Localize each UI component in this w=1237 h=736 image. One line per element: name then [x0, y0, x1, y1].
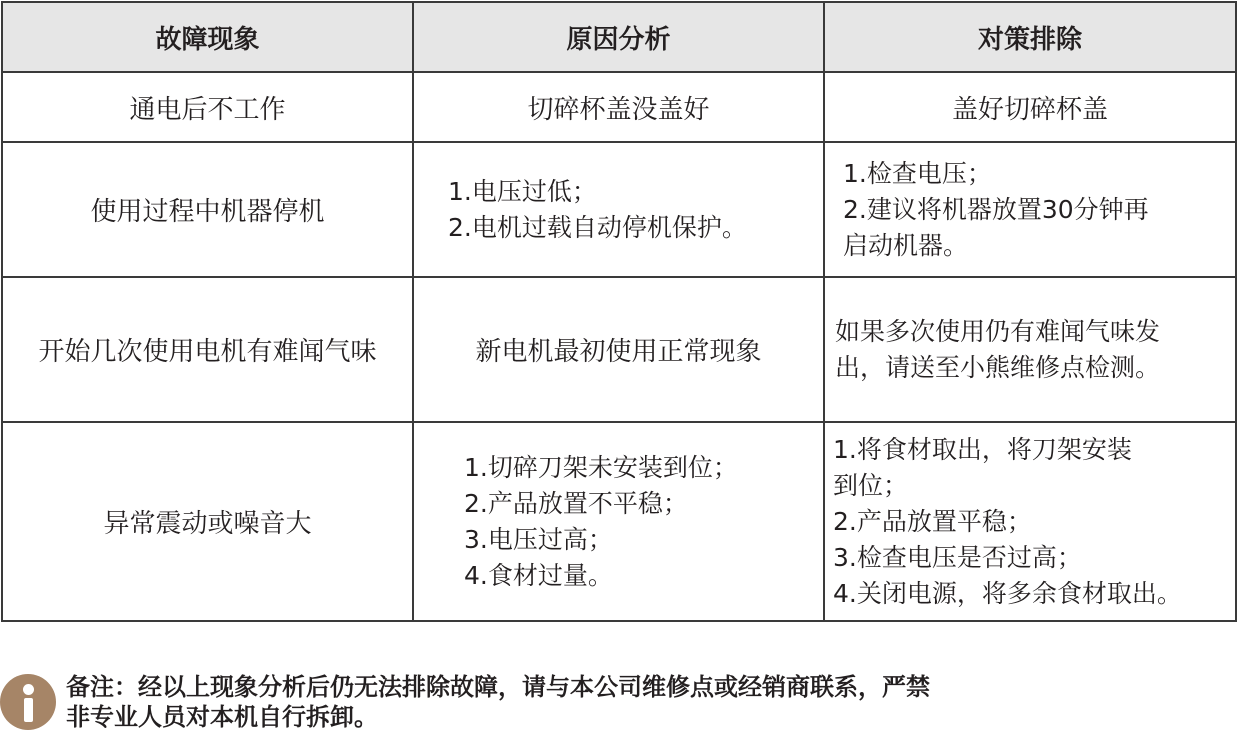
- solution-line: 4.关闭电源，将多余食材取出。: [833, 578, 1182, 608]
- cause-cell: [413, 422, 824, 621]
- solution-cell: [824, 422, 1236, 621]
- note-section: [0, 668, 1237, 736]
- solution-line: 1.检查电压；: [843, 158, 992, 188]
- cause-line: 4.食材过量。: [464, 560, 613, 590]
- symptom-cell: 开始几次使用电机有难闻气味: [2, 277, 413, 422]
- note-text: [66, 672, 1216, 732]
- solution-line: 2.建议将机器放置30分钟再: [843, 194, 1149, 224]
- solution-cell: [824, 277, 1236, 422]
- solution-line: 出，请送至小熊维修点检测。: [835, 352, 1161, 382]
- symptom-cell: 使用过程中机器停机: [2, 142, 413, 277]
- solution-line: 启动机器。: [843, 230, 969, 260]
- cause-cell: [413, 142, 824, 277]
- troubleshooting-table: [1, 1, 1237, 622]
- symptom-cell: 异常震动或噪音大: [2, 422, 413, 621]
- solution-line: 2.产品放置平稳；: [833, 506, 1032, 536]
- table-header-row: [2, 2, 1236, 72]
- cause-line: 1.切碎刀架未安装到位；: [464, 452, 738, 482]
- solution-line: 3.检查电压是否过高；: [833, 542, 1082, 572]
- header-symptom: 故障现象: [2, 2, 413, 72]
- note-line: 非专业人员对本机自行拆卸。: [66, 703, 378, 731]
- table-row: [2, 72, 1236, 142]
- solution-line: 1.将食材取出，将刀架安装: [833, 434, 1132, 464]
- cause-line: 2.产品放置不平稳；: [464, 488, 688, 518]
- table-row: [2, 422, 1236, 621]
- cause-line: 3.电压过高；: [464, 524, 613, 554]
- header-cause: 原因分析: [413, 2, 824, 72]
- solution-line: 到位；: [833, 470, 909, 500]
- cause-cell: 新电机最初使用正常现象: [413, 277, 824, 422]
- cause-line: 2.电机过载自动停机保护。: [448, 212, 747, 242]
- solution-cell: [824, 142, 1236, 277]
- table-row: [2, 142, 1236, 277]
- solution-line: 如果多次使用仍有难闻气味发: [835, 316, 1161, 346]
- solution-cell: 盖好切碎杯盖: [824, 72, 1236, 142]
- cause-cell: 切碎杯盖没盖好: [413, 72, 824, 142]
- info-icon: [0, 674, 56, 730]
- header-solution: 对策排除: [824, 2, 1236, 72]
- symptom-cell: 通电后不工作: [2, 72, 413, 142]
- cause-line: 1.电压过低；: [448, 176, 597, 206]
- note-line: 备注：经以上现象分析后仍无法排除故障，请与本公司维修点或经销商联系，严禁: [66, 673, 930, 701]
- table-row: [2, 277, 1236, 422]
